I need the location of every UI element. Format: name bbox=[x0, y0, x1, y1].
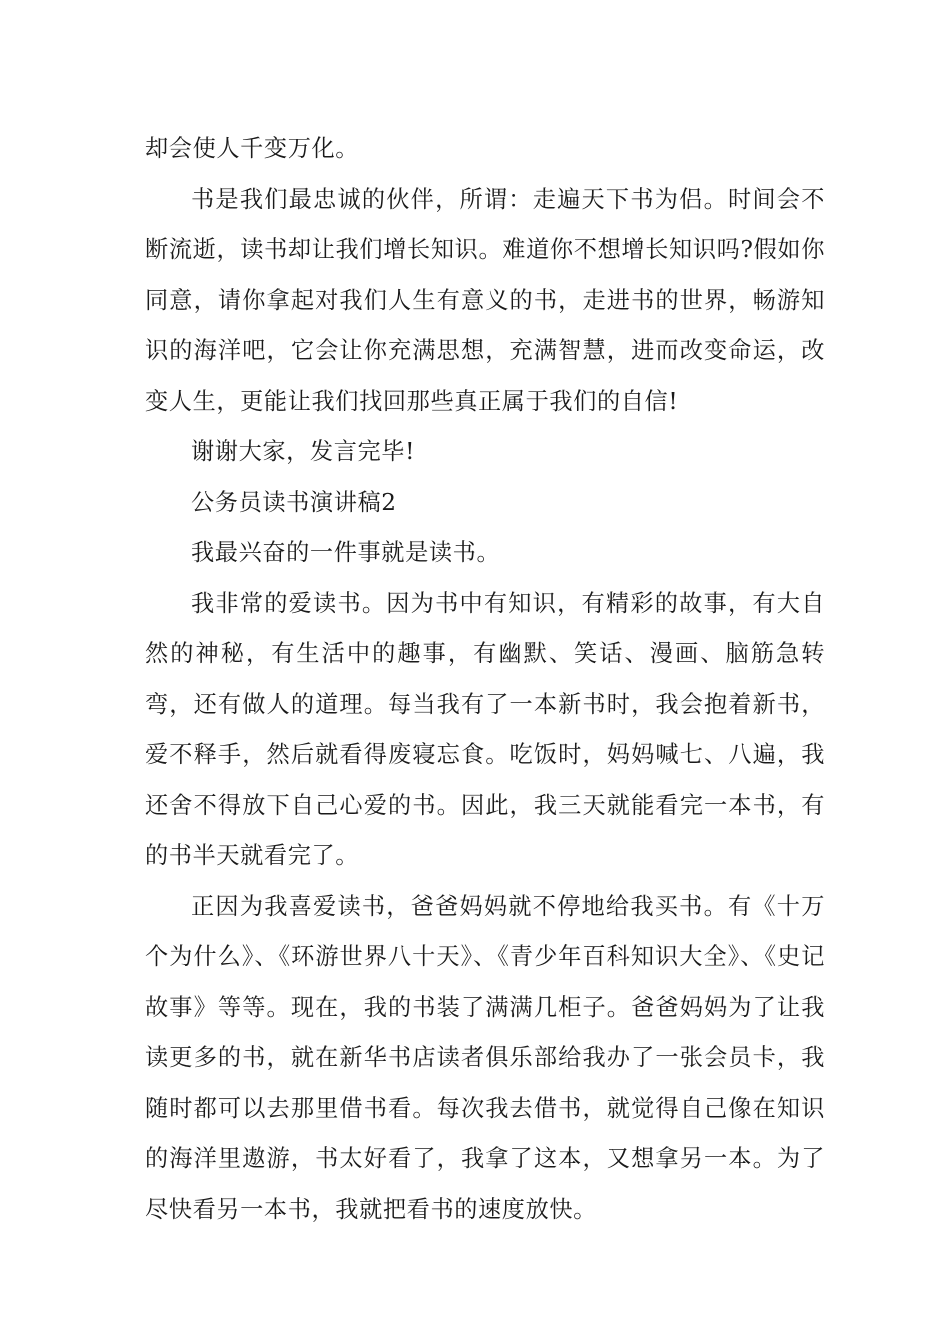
paragraph-buying-books: 正因为我喜爱读书，爸爸妈妈就不停地给我买书。有《十万个为什么》、《环游世界八十天》、《青少年百科知识大全》、《史记故事》等等。现在，我的书装了满满几柜子。爸爸妈妈为了让我读更多的书，就在新华书店读者俱乐部给我办了一张会员卡，我随时都可以去那里借书看。每次我去借书，就觉得自己像在知识的海洋里遨游，书太好看了，我拿了这本，又想拿另一本。为了尽快看另一本书，我就把看书的速度放快。 bbox=[145, 892, 825, 1223]
paragraph-excitement: 我最兴奋的一件事就是读书。 bbox=[191, 539, 501, 566]
paragraph-continuation: 却会使人千变万化。 bbox=[145, 135, 360, 162]
document-body bbox=[145, 124, 825, 1235]
paragraph-closing-thanks: 谢谢大家，发言完毕! bbox=[191, 438, 416, 465]
paragraph-books-companion: 书是我们最忠诚的伙伴，所谓：走遍天下书为侣。时间会不断流逝，读书却让我们增长知识。难道你不想增长知识吗?假如你同意，请你拿起对我们人生有意义的书，走进书的世界，畅游知识的海洋吧，它会让你充满思想，充满智慧，进而改变命运，改变人生，更能让我们找回那些真正属于我们的自信! bbox=[145, 185, 825, 415]
section-heading: 公务员读书演讲稿2 bbox=[191, 488, 397, 516]
paragraph-love-reading: 我非常的爱读书。因为书中有知识，有精彩的故事，有大自然的神秘，有生活中的趣事，有幽默、笑话、漫画、脑筋急转弯，还有做人的道理。每当我有了一本新书时，我会抱着新书，爱不释手，然后就看得废寝忘食。吃饭时，妈妈喊七、八遍，我还舍不得放下自己心爱的书。因此，我三天就能看完一本书，有的书半天就看完了。 bbox=[145, 589, 825, 869]
